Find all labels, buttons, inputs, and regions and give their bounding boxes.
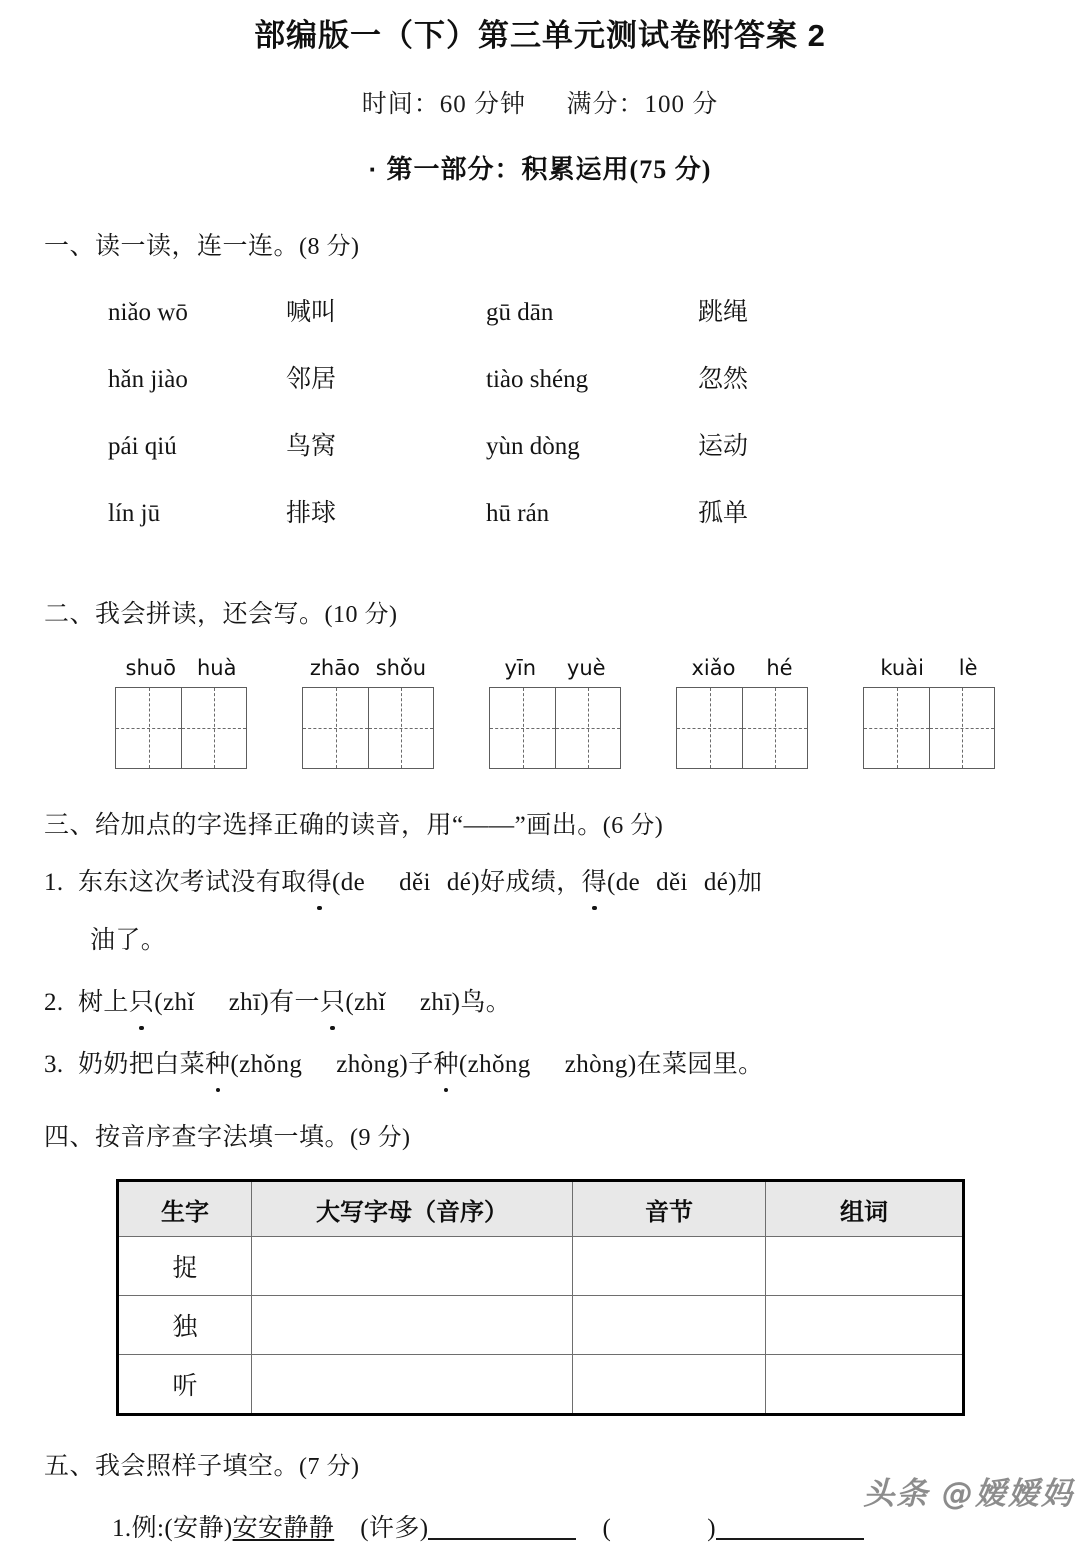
sentence-text: 东东这次考试没有取 (78, 869, 307, 897)
pronunciation-option[interactable]: děi (656, 869, 688, 897)
table-row (118, 1296, 964, 1355)
cell-initial[interactable] (252, 1237, 573, 1296)
dotted-character: 种 (205, 1045, 230, 1085)
match-row (108, 493, 1080, 560)
match-word-left[interactable]: 鸟窝 (286, 433, 337, 461)
question-2-points: (10 分) (324, 602, 398, 629)
match-exercise (0, 292, 1080, 560)
question-2-title: 二、我会拼读，还会写。 (44, 601, 325, 629)
sentence-text: 树上 (78, 989, 129, 1017)
pronunciation-option[interactable]: (zhǒng (230, 1051, 303, 1079)
item-number: 2. (44, 989, 64, 1017)
pinyin-syllable: shǒu (375, 656, 427, 681)
tianzige-cell[interactable] (555, 688, 620, 768)
part-heading (0, 120, 1080, 186)
match-pinyin-right[interactable]: tiào shéng (486, 366, 589, 394)
match-pinyin-right[interactable]: hū rán (486, 500, 550, 528)
tianzige-cell[interactable] (303, 688, 368, 768)
match-row (108, 292, 1080, 359)
cell-syllable[interactable] (573, 1296, 766, 1355)
dotted-character: 只 (129, 983, 154, 1023)
answer-blank[interactable] (428, 1538, 576, 1540)
cell-word[interactable] (766, 1355, 964, 1415)
grid-pinyin-label (863, 656, 995, 680)
column-header-word: 组词 (766, 1181, 964, 1237)
pinyin-syllable: huà (196, 656, 237, 681)
cell-word[interactable] (766, 1296, 964, 1355)
pinyin-syllable: yuè (566, 656, 606, 681)
tianzige-box[interactable] (676, 687, 808, 769)
match-word-right[interactable]: 跳绳 (698, 299, 749, 327)
question-4-title: 四、按音序查字法填一填。 (44, 1124, 351, 1152)
watermark: 头条 @嫒嫒妈 (863, 1476, 1074, 1512)
dotted-character: 得 (582, 863, 607, 903)
pronunciation-option[interactable]: (zhǐ (345, 989, 386, 1017)
total-score: 满分：100 分 (566, 91, 719, 119)
question-3-title: 三、给加点的字选择正确的读音，用“——”画出。 (44, 812, 603, 840)
cell-character: 听 (118, 1355, 252, 1415)
lookup-table (116, 1179, 965, 1416)
match-word-left[interactable]: 排球 (286, 500, 337, 528)
question-3-item-2 (0, 983, 1080, 1023)
time-limit: 时间：60 分钟 (361, 91, 526, 119)
pronunciation-option[interactable]: (de (332, 869, 366, 897)
pronunciation-option[interactable]: dé) (703, 869, 738, 897)
example-answer: 安安静静 (232, 1515, 335, 1543)
cell-initial[interactable] (252, 1296, 573, 1355)
pronunciation-option[interactable]: (zhǐ (154, 989, 195, 1017)
pronunciation-option[interactable]: zhī) (419, 989, 461, 1017)
match-pinyin-left[interactable]: hǎn jiào (108, 366, 188, 394)
match-pinyin-right[interactable]: gū dān (486, 299, 554, 327)
tianzige-cell[interactable] (864, 688, 929, 768)
pinyin-syllable: yīn (504, 656, 537, 681)
sentence-text: 加 (737, 869, 763, 897)
sentence-text: 在菜园里。 (636, 1051, 764, 1079)
cell-character: 捉 (118, 1237, 252, 1296)
sentence-text: 好成绩， (480, 869, 582, 897)
part-points: (75 分) (629, 155, 712, 185)
pronunciation-option[interactable]: zhòng) (564, 1051, 637, 1079)
question-1-heading (0, 226, 1080, 262)
tianzige-cell[interactable] (742, 688, 807, 768)
cell-character: 独 (118, 1296, 252, 1355)
question-3-heading (0, 805, 1080, 841)
part-title: 第一部分：积累运用 (386, 154, 630, 185)
grid-pinyin-label (489, 656, 621, 680)
item-number: 1. (112, 1515, 132, 1543)
question-3-item-1 (0, 863, 1080, 903)
writing-grid-unit (676, 656, 808, 769)
tianzige-cell[interactable] (490, 688, 555, 768)
match-row (108, 359, 1080, 426)
pronunciation-option[interactable]: (zhǒng (458, 1051, 531, 1079)
pronunciation-option[interactable]: děi (399, 869, 431, 897)
bullet-icon: · (368, 154, 379, 185)
tianzige-box[interactable] (302, 687, 434, 769)
tianzige-cell[interactable] (929, 688, 994, 768)
pinyin-syllable: hé (766, 656, 793, 681)
example-source-word: (安静) (164, 1515, 233, 1543)
question-3-item-3 (0, 1045, 1080, 1085)
question-5-item-1 (0, 1508, 1080, 1544)
tianzige-box[interactable] (863, 687, 995, 769)
pinyin-syllable: lè (958, 656, 978, 681)
pinyin-syllable: shuō (125, 656, 176, 681)
match-row (108, 426, 1080, 493)
question-5-points: (7 分) (299, 1454, 360, 1481)
cell-syllable[interactable] (573, 1355, 766, 1415)
match-pinyin-left[interactable]: niǎo wō (108, 299, 188, 327)
open-paren: ( (602, 1515, 612, 1543)
question-2-heading (0, 594, 1080, 630)
close-paren: ) (707, 1515, 716, 1543)
dotted-character: 只 (320, 983, 345, 1023)
pinyin-syllable: zhāo (309, 656, 360, 681)
pronunciation-option[interactable]: (de (607, 869, 641, 897)
question-1-points: (8 分) (299, 234, 360, 261)
writing-grid-strip (0, 656, 1080, 769)
question-4-heading (0, 1117, 1080, 1153)
match-pinyin-left[interactable]: pái qiú (108, 433, 177, 461)
question-5-title: 五、我会照样子填空。 (44, 1453, 300, 1481)
question-3-points: (6 分) (602, 813, 664, 840)
match-word-right[interactable]: 运动 (698, 433, 749, 461)
match-word-right[interactable]: 忽然 (698, 366, 749, 394)
match-word-left[interactable]: 喊叫 (286, 299, 337, 327)
column-header-initial: 大写字母（音序） (252, 1181, 573, 1237)
item-number: 3. (44, 1051, 64, 1079)
sentence-text: 子 (408, 1051, 434, 1079)
cell-initial[interactable] (252, 1355, 573, 1415)
sentence-text: 鸟。 (460, 989, 512, 1017)
writing-grid-unit (302, 656, 434, 769)
tianzige-box[interactable] (489, 687, 621, 769)
dotted-character: 得 (307, 863, 332, 903)
sentence-text: 有一 (269, 989, 320, 1017)
answer-blank[interactable] (716, 1538, 864, 1540)
tianzige-cell[interactable] (368, 688, 433, 768)
example-label: 例: (131, 1515, 165, 1543)
grid-pinyin-label (115, 656, 247, 680)
cell-word[interactable] (766, 1237, 964, 1296)
column-header-syllable: 音节 (573, 1181, 766, 1237)
prompt-word: (许多) (360, 1515, 429, 1543)
writing-grid-unit (489, 656, 621, 769)
match-word-right[interactable]: 孤单 (698, 500, 749, 528)
question-4-points: (9 分) (350, 1125, 411, 1152)
tianzige-box[interactable] (115, 687, 247, 769)
tianzige-cell[interactable] (181, 688, 246, 768)
sentence-text: 奶奶把白菜 (78, 1051, 206, 1079)
pinyin-syllable: kuài (880, 656, 924, 681)
lookup-table-wrapper (0, 1179, 1080, 1416)
match-word-left[interactable]: 邻居 (286, 366, 337, 394)
pronunciation-option[interactable]: dé) (446, 869, 481, 897)
question-3-item-1-line2 (0, 921, 1080, 961)
cell-syllable[interactable] (573, 1237, 766, 1296)
writing-grid-unit (863, 656, 995, 769)
tianzige-cell[interactable] (677, 688, 742, 768)
grid-pinyin-label (676, 656, 808, 680)
pronunciation-option[interactable]: zhòng) (336, 1051, 409, 1079)
writing-grid-unit (115, 656, 247, 769)
column-header-character: 生字 (118, 1181, 252, 1237)
grid-pinyin-label (302, 656, 434, 680)
table-header-row (118, 1181, 964, 1237)
dotted-character: 种 (433, 1045, 458, 1085)
tianzige-cell[interactable] (116, 688, 181, 768)
item-number: 1. (44, 869, 64, 897)
pinyin-syllable: xiǎo (691, 656, 736, 681)
table-row (118, 1355, 964, 1415)
match-pinyin-left[interactable]: lín jū (108, 500, 161, 528)
exam-meta (0, 56, 1080, 120)
match-pinyin-right[interactable]: yùn dòng (486, 433, 580, 461)
table-row (118, 1237, 964, 1296)
pronunciation-option[interactable]: zhī) (228, 989, 270, 1017)
page-title: 部编版一（下）第三单元测试卷附答案 2 (254, 18, 826, 53)
question-1-title: 一、读一读，连一连。 (44, 233, 300, 261)
sentence-text: 油了。 (90, 927, 167, 955)
